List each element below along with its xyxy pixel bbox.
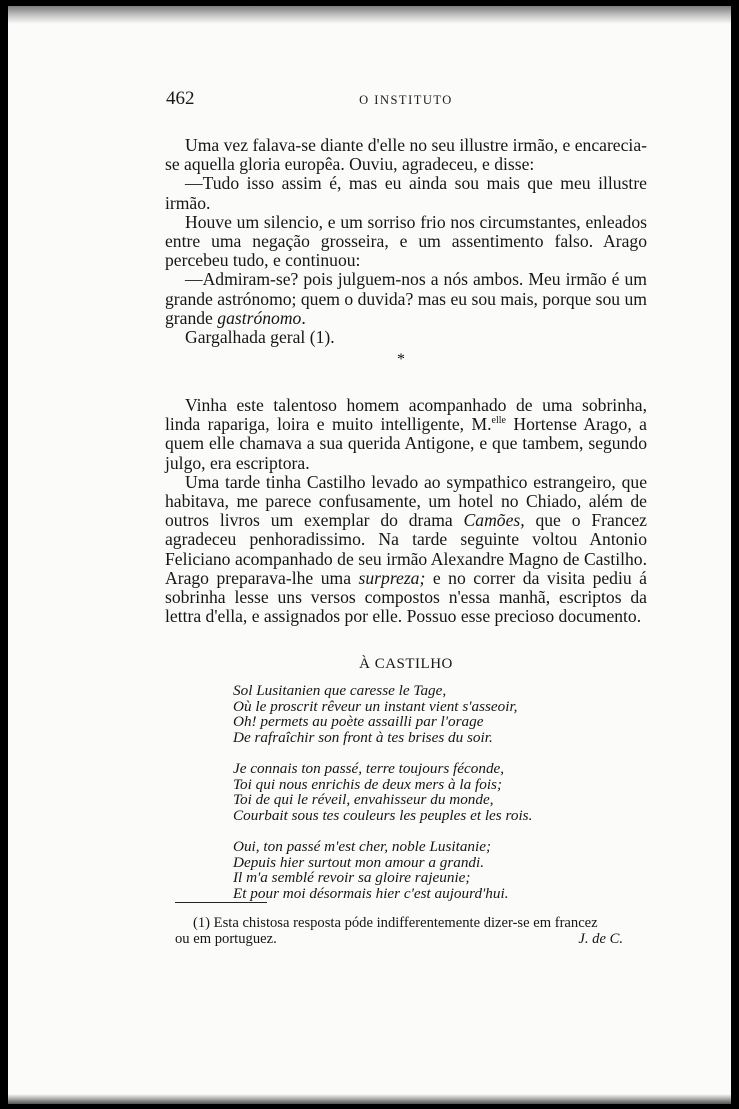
poem-title: À CASTILHO [359, 656, 453, 672]
verse-line: Toi de qui le réveil, envahisseur du monde, [233, 791, 494, 809]
footnote-line [175, 932, 647, 948]
verse-line: Où le proscrit rêveur un instant vient s'asseoir, [233, 697, 518, 715]
poem [233, 683, 653, 917]
dialogue-text: —Admiram-se? pois julguem-nos a nós ambos. Meu irmão é um grande astrónomo; quem o duvida? mas eu sou mais, porque sou um grande [165, 269, 647, 328]
page-header [166, 88, 646, 112]
verse-line: Il m'a semblé revoir sa gloire rajeunie; [233, 869, 471, 887]
section-separator: * [397, 351, 405, 368]
footnote-rule [175, 902, 267, 903]
verse-line: Oh! permets au poète assailli par l'orage [233, 713, 484, 731]
dialogue-line: —Tudo isso assim é, mas eu ainda sou mais que meu illustre irmão. [165, 173, 647, 213]
stanza [233, 761, 653, 823]
verse-line: Je connais ton passé, terre toujours féconde, [233, 759, 505, 777]
paragraph: Gargalhada geral (1). [185, 327, 335, 348]
superscript: elle [491, 415, 506, 427]
verse-line: Toi qui nous enrichis de deux mers à la fois; [233, 775, 503, 793]
paragraph: Houve um silencio, e um sorriso frio nos circumstantes, enleados entre uma negação grosseira, e um assentimento falso. Arago percebeu tudo, e continuou: [165, 211, 647, 271]
paragraph: Uma tarde tinha Castilho levado ao sympathico estrangeiro, que habitava, me parece confusamente, um hotel no Chiado, além de outros livros um exemplar do drama Camões, que o Francez agradeceu penhoradissimo. Na tarde seguinte voltou Antonio Feliciano acompanhado de seu irmão Alexandre Magno de Castilho. Arago preparava-lhe uma surpreza; e no correr da visita pediu á sobrinha lesse uns versos compostos n'essa manhã, escriptos da lettra d'ella, e assignados por elle. Possuo esse precioso documento. [165, 471, 647, 627]
italic-title: Camões, [463, 510, 525, 531]
footnote-text: ou em portuguez. [175, 930, 277, 947]
verse-line: Oui, ton passé m'est cher, noble Lusitanie; [233, 837, 492, 855]
paragraph: Uma vez falava-se diante d'elle no seu illustre irmão, e encarecia-se aquella gloria europêa. Ouviu, agradeceu, e disse: [165, 135, 647, 175]
narrative-text [165, 396, 647, 626]
verse-line: Sol Lusitanien que caresse le Tage, [233, 682, 447, 699]
running-title: O INSTITUTO [359, 93, 453, 107]
verse-line: Et pour moi désormais hier c'est aujourd'hui. [233, 884, 509, 902]
dialogue-line: —Admiram-se? pois julguem-nos a nós ambos. Meu irmão é um grande astrónomo; quem o duvida? mas eu sou mais, porque sou um grande gastrónomo. [165, 269, 647, 328]
footnote-signature: J. de C. [578, 930, 623, 947]
paragraph: Vinha este talentoso homem acompanhado de uma sobrinha, linda rapariga, loira e muito intelligente, M.$^{elle}$ Hortense Arago, a quem elle chamava a sua querida Antigone, e que tambem, segundo julgo, era escriptora. [165, 395, 647, 473]
verse-line: De rafraîchir son front à tes brises du soir. [233, 728, 493, 746]
page-number: 462 [166, 88, 195, 109]
scan-shadow-bottom [8, 1094, 731, 1104]
stanza [233, 683, 653, 745]
italic-word: surpreza; [358, 567, 426, 588]
verse-line: Courbait sous tes couleurs les peuples et les rois. [233, 806, 533, 824]
footnote-text: (1) Esta chistosa resposta póde indifferentemente dizer-se em francez [193, 915, 598, 931]
stanza [233, 839, 653, 901]
verse-line: Depuis hier surtout mon amour a grandi. [233, 853, 485, 871]
book-page [8, 6, 731, 1104]
scan-shadow-top [8, 6, 731, 24]
anecdote-text [165, 136, 647, 347]
footnote [175, 916, 647, 948]
italic-word: gastrónomo [217, 307, 302, 328]
